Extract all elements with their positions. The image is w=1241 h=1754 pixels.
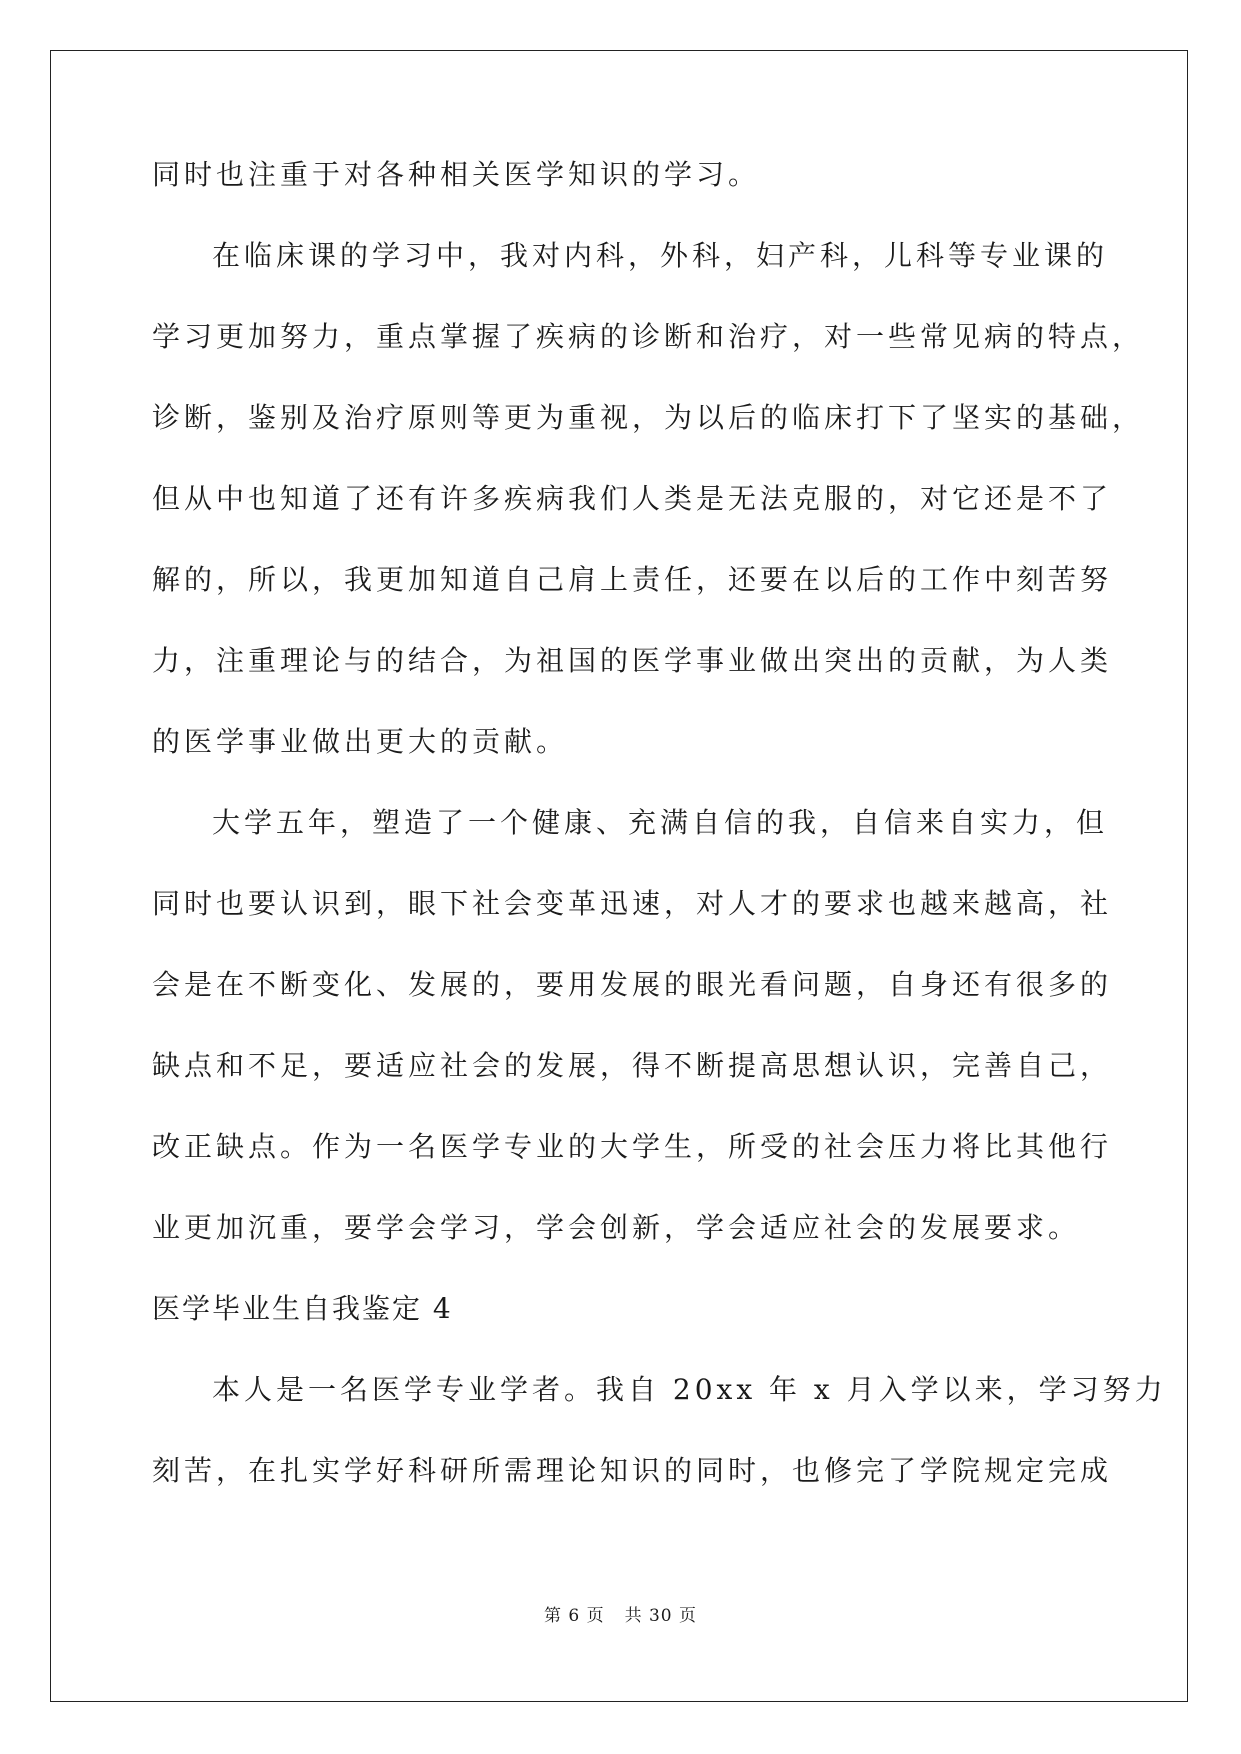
text-line: 诊断，鉴别及治疗原则等更为重视，为以后的临床打下了坚实的基础， [152,401,1145,434]
text-line: 同时也注重于对各种相关医学知识的学习。 [152,158,761,191]
text-line: 会是在不断变化、发展的，要用发展的眼光看问题，自身还有很多的 [152,968,1113,1001]
text-line: 同时也要认识到，眼下社会变革迅速，对人才的要求也越来越高，社 [152,887,1113,920]
page-footer [0,1601,1241,1626]
text-line: 缺点和不足，要适应社会的发展，得不断提高思想认识，完善自己， [152,1049,1113,1082]
text-line: 改正缺点。作为一名医学专业的大学生，所受的社会压力将比其他行 [152,1130,1113,1163]
text-line: 业更加沉重，要学会学习，学会创新，学会适应社会的发展要求。 [152,1211,1081,1244]
page-number-total: 共 30 页 [624,1606,698,1626]
text-line: 力，注重理论与的结合，为祖国的医学事业做出突出的贡献，为人类 [152,644,1113,677]
text-line: 学习更加努力，重点掌握了疾病的诊断和治疗，对一些常见病的特点， [152,320,1145,353]
document-body [152,155,1167,1532]
page-number-current: 第 6 页 [543,1606,605,1626]
text-line: 解的，所以，我更加知道自己肩上责任，还要在以后的工作中刻苦努 [152,563,1113,596]
paragraph-start-line: 大学五年，塑造了一个健康、充满自信的我，自信来自实力，但 [212,806,1109,839]
paragraph-start-line: 在临床课的学习中，我对内科，外科，妇产科，儿科等专业课的 [212,239,1109,272]
text-line: 刻苦，在扎实学好科研所需理论知识的同时，也修完了学院规定完成 [152,1454,1113,1487]
paragraph-start-line: 本人是一名医学专业学者。我自 20xx 年 x 月入学以来，学习努力 [212,1373,1167,1406]
text-line: 但从中也知道了还有许多疾病我们人类是无法克服的，对它还是不了 [152,482,1113,515]
text-line: 的医学事业做出更大的贡献。 [152,725,569,758]
section-heading: 医学毕业生自我鉴定 4 [152,1292,453,1325]
